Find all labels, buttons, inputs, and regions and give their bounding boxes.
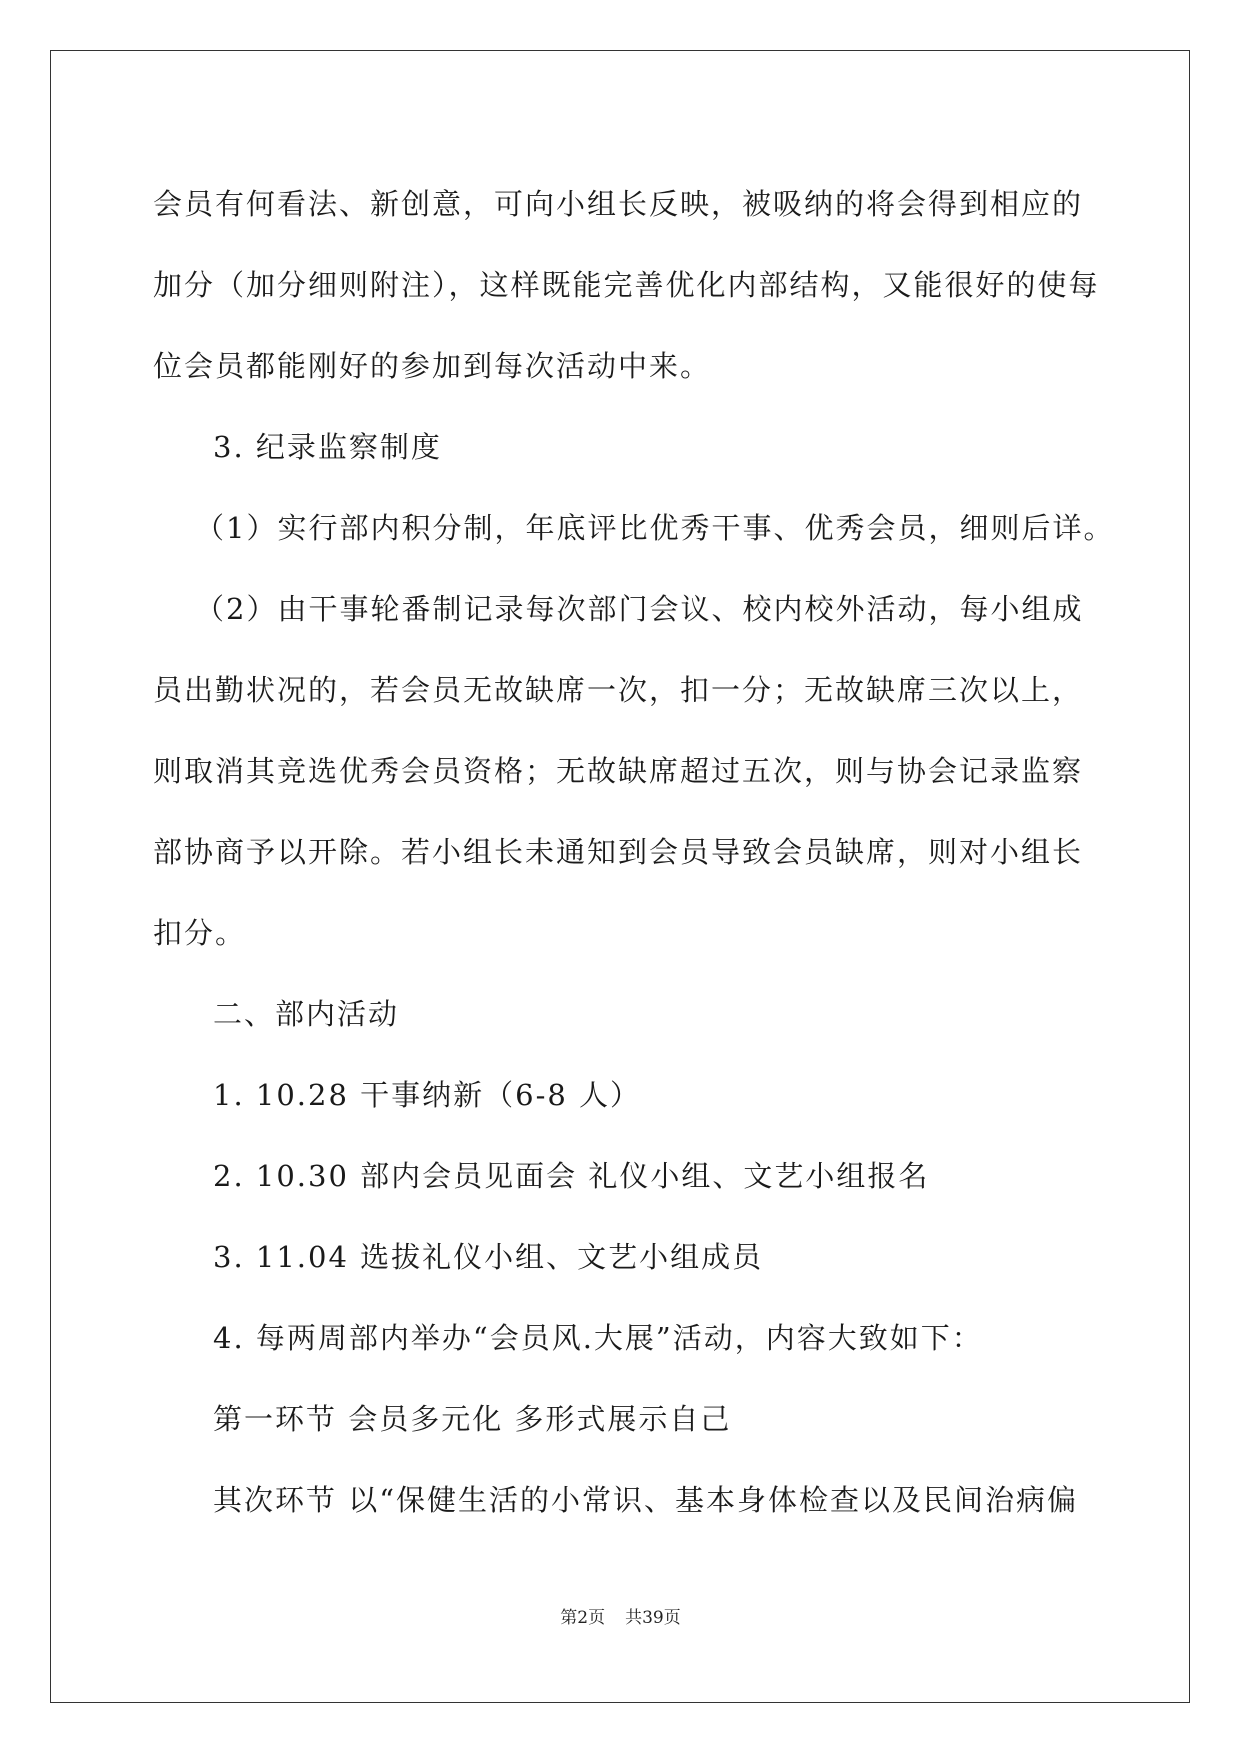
list-item: 3. 11.04 选拔礼仪小组、文艺小组成员 (213, 1240, 764, 1274)
section-heading: 二、部内活动 (213, 997, 400, 1031)
list-item: （1）实行部内积分制，年底评比优秀干事、优秀会员，细则后详。 (195, 511, 1115, 545)
list-item: 2. 10.30 部内会员见面会 礼仪小组、文艺小组报名 (213, 1159, 930, 1193)
list-item: 4. 每两周部内举办“会员风.大展”活动，内容大致如下： (213, 1321, 983, 1355)
list-item: （2）由干事轮番制记录每次部门会议、校内校外活动，每小组成 (195, 592, 1084, 626)
document-body (153, 164, 1115, 1541)
paragraph-line: 第一环节 会员多元化 多形式展示自己 (213, 1402, 732, 1436)
paragraph-line: 位会员都能刚好的参加到每次活动中来。 (153, 349, 712, 383)
paragraph-line: 会员有何看法、新创意，可向小组长反映，被吸纳的将会得到相应的 (153, 187, 1084, 221)
paragraph-line: 扣分。 (153, 916, 247, 950)
paragraph-line: 其次环节 以“保健生活的小常识、基本身体检查以及民间治病偏 (213, 1483, 1079, 1517)
page-footer (0, 1603, 1241, 1628)
section-heading: 3. 纪录监察制度 (213, 430, 442, 464)
paragraph-line: 加分（加分细则附注），这样既能完善优化内部结构，又能很好的使每 (153, 268, 1100, 302)
paragraph-line: 部协商予以开除。若小组长未通知到会员导致会员缺席，则对小组长 (153, 835, 1084, 869)
page-number: 第2页 (560, 1608, 606, 1628)
page-total: 共39页 (625, 1608, 681, 1628)
paragraph-line: 员出勤状况的，若会员无故缺席一次，扣一分；无故缺席三次以上， (153, 673, 1084, 707)
list-item: 1. 10.28 干事纳新（6-8 人） (213, 1078, 642, 1112)
paragraph-line: 则取消其竞选优秀会员资格；无故缺席超过五次，则与协会记录监察 (153, 754, 1084, 788)
